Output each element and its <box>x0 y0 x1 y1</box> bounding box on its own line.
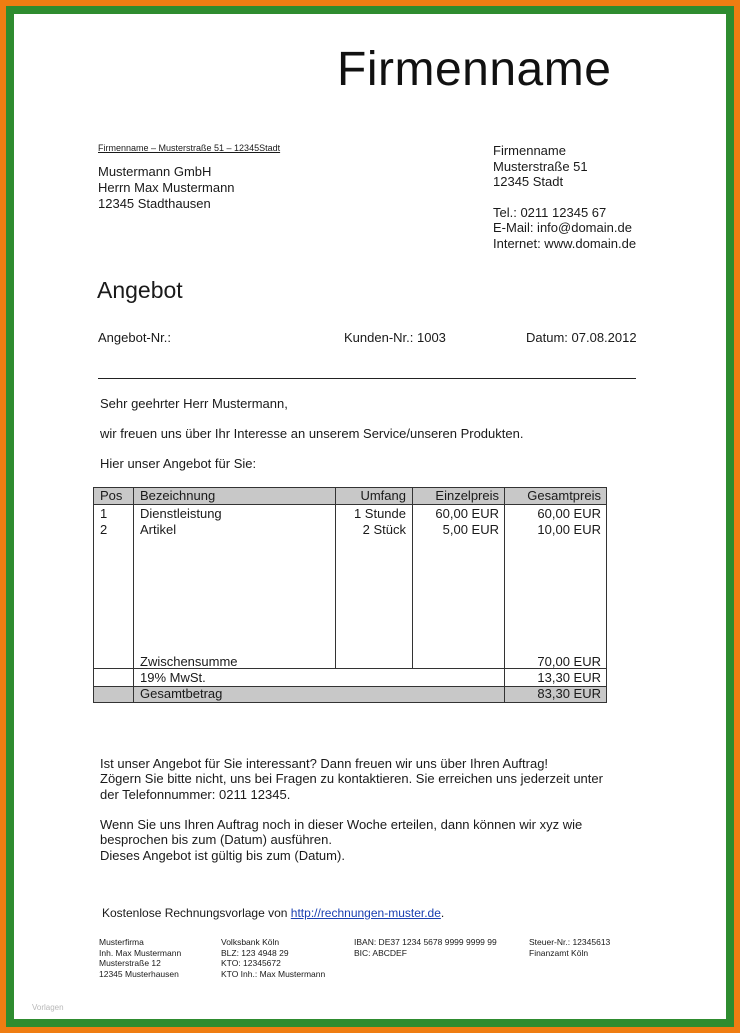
row-1-description: Dienstleistung <box>140 506 222 521</box>
separator-line <box>98 378 636 379</box>
offer-number-label: Angebot-Nr.: <box>98 330 171 345</box>
offer-lead: Hier unser Angebot für Sie: <box>100 456 257 471</box>
return-address-line: Firmenname – Musterstraße 51 – 12345Stadt <box>98 143 281 153</box>
recipient-line-1: Mustermann GmbH <box>98 164 212 179</box>
sender-street: Musterstraße 51 <box>493 158 588 174</box>
sender-phone: Tel.: 0211 12345 67 <box>493 204 607 220</box>
row-2-pos: 2 <box>100 522 108 537</box>
closing-line-4: Wenn Sie uns Ihren Auftrag noch in dieser Woche erteilen, dann können wir xyz wie <box>100 817 583 832</box>
watermark: Vorlagen <box>32 1003 64 1012</box>
document-date: Datum: 07.08.2012 <box>526 330 637 345</box>
closing-line-3: der Telefonnummer: 0211 12345. <box>100 787 291 802</box>
customer-number: Kunden-Nr.: 1003 <box>344 330 446 345</box>
header-description: Bezeichnung <box>140 488 216 503</box>
footer-iban-column: IBAN: DE37 1234 5678 9999 9999 99 BIC: ABCDEF <box>354 937 497 958</box>
sender-name: Firmenname <box>493 143 566 158</box>
document-page <box>14 14 726 1019</box>
row-1-unit-price: 60,00 EUR <box>435 506 499 521</box>
header-total-price: Gesamtpreis <box>527 488 601 503</box>
recipient-address <box>98 164 235 212</box>
row-1-quantity: 1 Stunde <box>353 506 406 521</box>
sender-email: E-Mail: info@domain.de <box>493 220 632 235</box>
footer-link-prefix: Kostenlose Rechnungsvorlage von <box>102 906 291 920</box>
document-title: Angebot <box>97 277 183 303</box>
recipient-line-3: 12345 Stadthausen <box>98 196 211 211</box>
footer-tax-column: Steuer-Nr.: 12345613 Finanzamt Köln <box>529 937 611 958</box>
sender-city: 12345 Stadt <box>493 174 564 189</box>
grand-total-label: Gesamtbetrag <box>140 686 223 701</box>
sender-internet: Internet: www.domain.de <box>493 235 637 251</box>
vat-value: 13,30 EUR <box>537 670 601 685</box>
closing-line-6: Dieses Angebot ist gültig bis zum (Datum). <box>100 848 345 863</box>
recipient-line-2: Herrn Max Mustermann <box>98 180 235 195</box>
row-1-pos: 1 <box>100 506 108 521</box>
row-2-description: Artikel <box>140 522 177 537</box>
grand-total-value: 83,30 EUR <box>537 686 601 701</box>
sender-block <box>493 143 636 251</box>
footer-link-suffix: . <box>440 906 445 920</box>
row-2-unit-price: 5,00 EUR <box>442 522 499 537</box>
footer-bank-column: Volksbank Köln BLZ: 123 4948 29 KTO: 12345672 KTO Inh.: Max Mustermann <box>221 937 326 979</box>
intro-text: wir freuen uns über Ihr Interesse an unserem Service/unseren Produkten. <box>100 426 524 441</box>
header-unit-price: Einzelpreis <box>435 488 499 503</box>
template-link[interactable]: http://rechnungen-muster.de <box>290 906 441 920</box>
row-2-quantity: 2 Stück <box>362 522 406 537</box>
closing-line-2: Zögern Sie bitte nicht, uns bei Fragen zu kontaktieren. Sie erreichen uns jederzeit unter <box>100 771 603 786</box>
company-title: Firmenname <box>337 43 612 96</box>
footer-link-line <box>102 906 444 920</box>
header-quantity: Umfang <box>360 488 406 503</box>
header-pos: Pos <box>100 488 123 503</box>
row-1-total-price: 60,00 EUR <box>537 506 601 521</box>
row-2-total-price: 10,00 EUR <box>537 522 601 537</box>
closing-line-1: Ist unser Angebot für Sie interessant? Dann freuen wir uns über Ihren Auftrag! <box>100 756 549 771</box>
subtotal-value: 70,00 EUR <box>537 654 601 669</box>
salutation: Sehr geehrter Herr Mustermann, <box>100 396 288 411</box>
vat-label: 19% MwSt. <box>140 670 206 685</box>
offer-table <box>93 487 607 703</box>
footer-company-column: Musterfirma Inh. Max Mustermann Musterstraße 12 12345 Musterhausen <box>99 937 182 979</box>
closing-line-5: besprochen bis zum (Datum) ausführen. <box>100 832 332 847</box>
subtotal-label: Zwischensumme <box>140 654 238 669</box>
